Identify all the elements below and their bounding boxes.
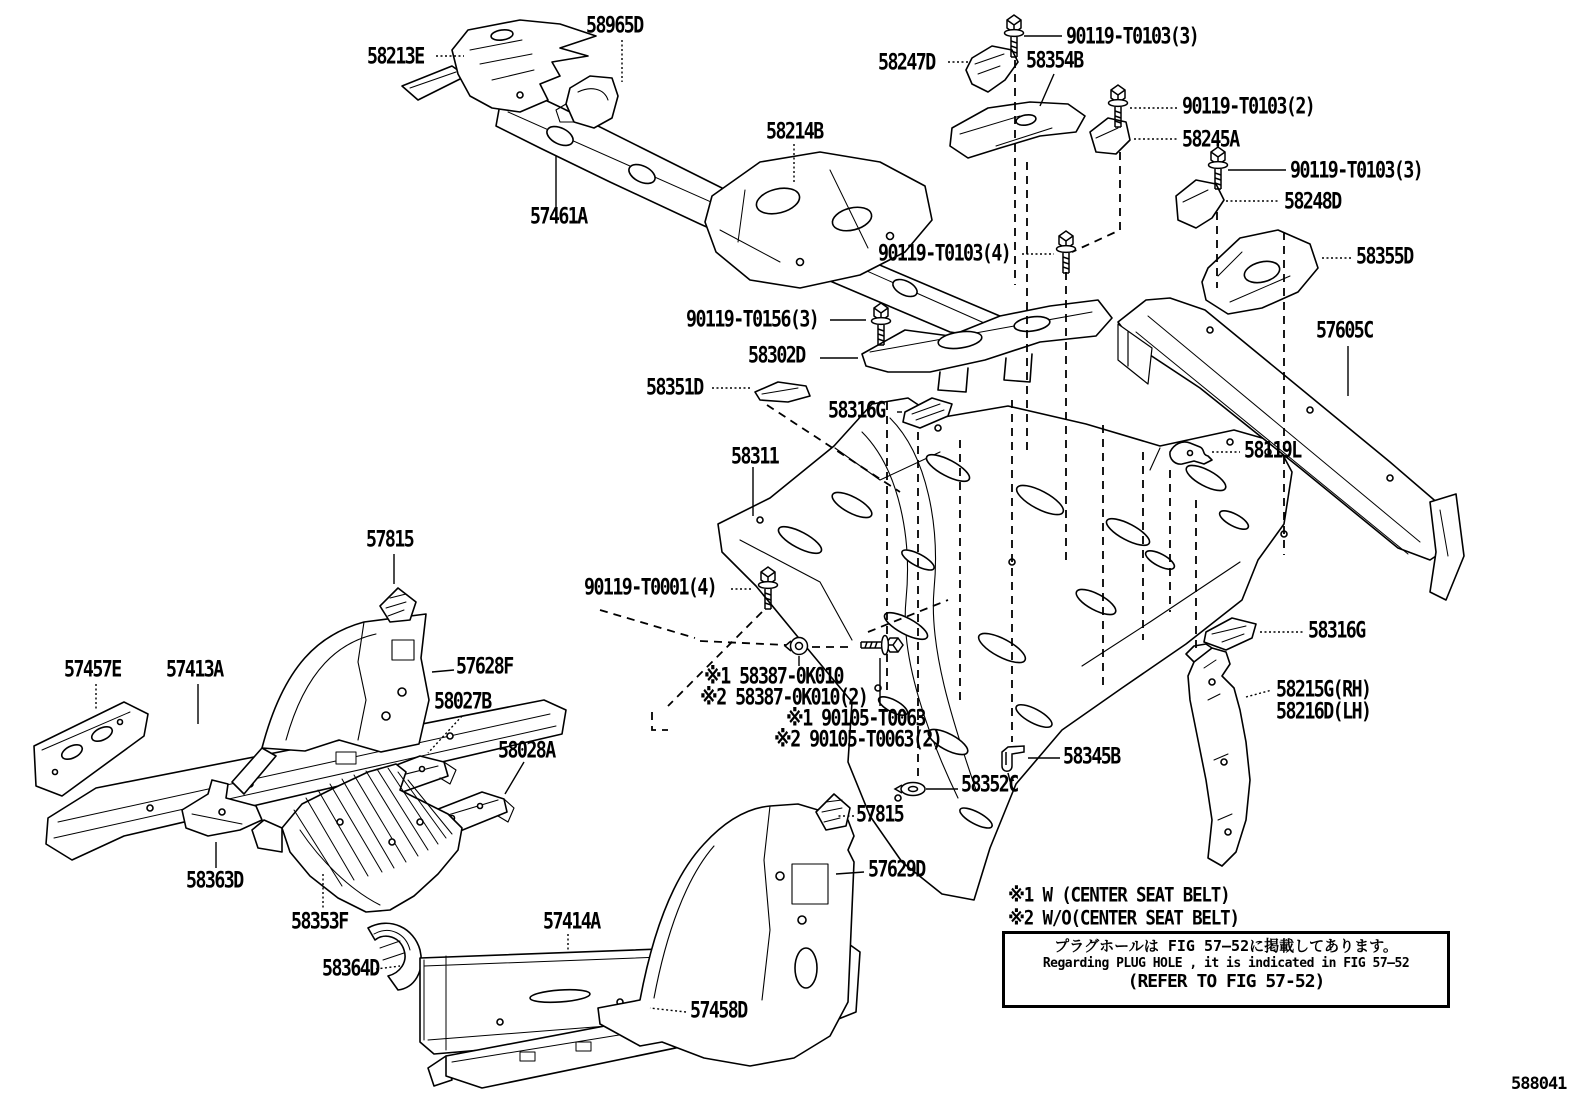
part-label-58364d: 58364D <box>322 955 379 981</box>
part-label-58248d: 58248D <box>1284 188 1341 214</box>
part-label-58245a: 58245A <box>1182 126 1239 152</box>
leader <box>505 762 524 794</box>
part-label-58387-1: ※1 58387-0K010 <box>704 663 843 689</box>
part-58355d <box>1202 230 1318 314</box>
part-label-57629d: 57629D <box>868 856 925 882</box>
part-label-58213e: 58213E <box>367 43 424 69</box>
part-label-90119-t0103-4: 90119-T0103(4) <box>878 240 1011 266</box>
part-label-90105-2: ※2 90105-T0063(2) <box>774 726 942 752</box>
part-label-58345b: 58345B <box>1063 743 1120 769</box>
part-58245a <box>1090 118 1130 154</box>
part-label-57605c: 57605C <box>1316 317 1373 343</box>
dash-line <box>652 712 668 730</box>
part-label-58316g-b: 58316G <box>1308 617 1365 643</box>
footnote-center-seat-belt-2: ※2 W/O(CENTER SEAT BELT) <box>1008 906 1239 930</box>
reference-text-english: Regarding PLUG HOLE , it is indicated in FIG 57―52 <box>1042 955 1410 971</box>
part-label-57461a: 57461A <box>530 203 587 229</box>
part-label-58028a: 58028A <box>498 737 555 763</box>
part-label-57628f: 57628F <box>456 653 513 679</box>
part-label-58351d: 58351D <box>646 374 703 400</box>
bolt-icon <box>872 303 891 345</box>
part-label-58215g-rh: 58215G(RH) <box>1276 676 1371 702</box>
dash-line <box>600 610 695 638</box>
part-label-90105-1: ※1 90105-T0063 <box>786 705 925 731</box>
leader-dotted <box>1246 690 1272 697</box>
leader <box>432 670 454 672</box>
part-label-57414a: 57414A <box>543 908 600 934</box>
figure-number: 588041 <box>1511 1074 1567 1094</box>
part-57815-a <box>380 588 416 622</box>
part-57629d <box>598 804 854 1066</box>
part-58248d <box>1176 180 1224 228</box>
part-58351d <box>755 382 810 402</box>
grommet-icon <box>785 638 808 655</box>
part-label-57815-a: 57815 <box>366 526 414 552</box>
part-58247d <box>966 46 1018 92</box>
part-label-58354b: 58354B <box>1026 47 1083 73</box>
part-label-58302d: 58302D <box>748 342 805 368</box>
bolt-icon <box>1057 231 1076 273</box>
part-label-90119-t0103-2: 90119-T0103(2) <box>1182 93 1315 119</box>
part-label-58316g-a: 58316G <box>828 397 885 423</box>
part-label-58387-2: ※2 58387-0K010(2) <box>700 684 868 710</box>
part-label-58363d: 58363D <box>186 867 243 893</box>
part-label-57458d: 57458D <box>690 997 747 1023</box>
part-label-90119-t0103-3-a: 90119-T0103(3) <box>1066 23 1199 49</box>
part-label-57815-b: 57815 <box>856 801 904 827</box>
footnote-center-seat-belt-1: ※1 W (CENTER SEAT BELT) <box>1008 883 1230 907</box>
reference-text-refer: (REFER TO FIG 57-52) <box>1127 971 1325 993</box>
plug-hole-reference-box <box>1002 931 1450 1008</box>
dash-line <box>1072 152 1120 252</box>
reference-text-japanese: プラグホールは FIG 57―52に掲載してあります。 <box>1054 937 1398 955</box>
part-label-90119-t0103-3-b: 90119-T0103(3) <box>1290 157 1423 183</box>
part-label-58119l: 58119L <box>1244 437 1301 463</box>
part-label-58965d: 58965D <box>586 12 643 38</box>
part-label-58355d: 58355D <box>1356 243 1413 269</box>
dash-line <box>700 641 786 645</box>
part-label-57457e: 57457E <box>64 656 121 682</box>
part-58354b <box>950 102 1085 158</box>
part-label-58247d: 58247D <box>878 49 935 75</box>
part-58214b <box>705 152 932 288</box>
part-label-58311: 58311 <box>731 443 779 469</box>
part-58215g <box>1186 644 1250 866</box>
part-label-58027b: 58027B <box>434 688 491 714</box>
part-label-90119-t0156-3: 90119-T0156(3) <box>686 306 819 332</box>
leader-dotted <box>376 966 400 969</box>
part-label-58216d-lh: 58216D(LH) <box>1276 698 1371 724</box>
part-label-58353f: 58353F <box>291 908 348 934</box>
part-label-57413a: 57413A <box>166 656 223 682</box>
part-label-58352c: 58352C <box>961 771 1018 797</box>
part-label-58214b: 58214B <box>766 118 823 144</box>
leader <box>1040 74 1054 106</box>
part-label-90119-t0001-4: 90119-T0001(4) <box>584 574 717 600</box>
